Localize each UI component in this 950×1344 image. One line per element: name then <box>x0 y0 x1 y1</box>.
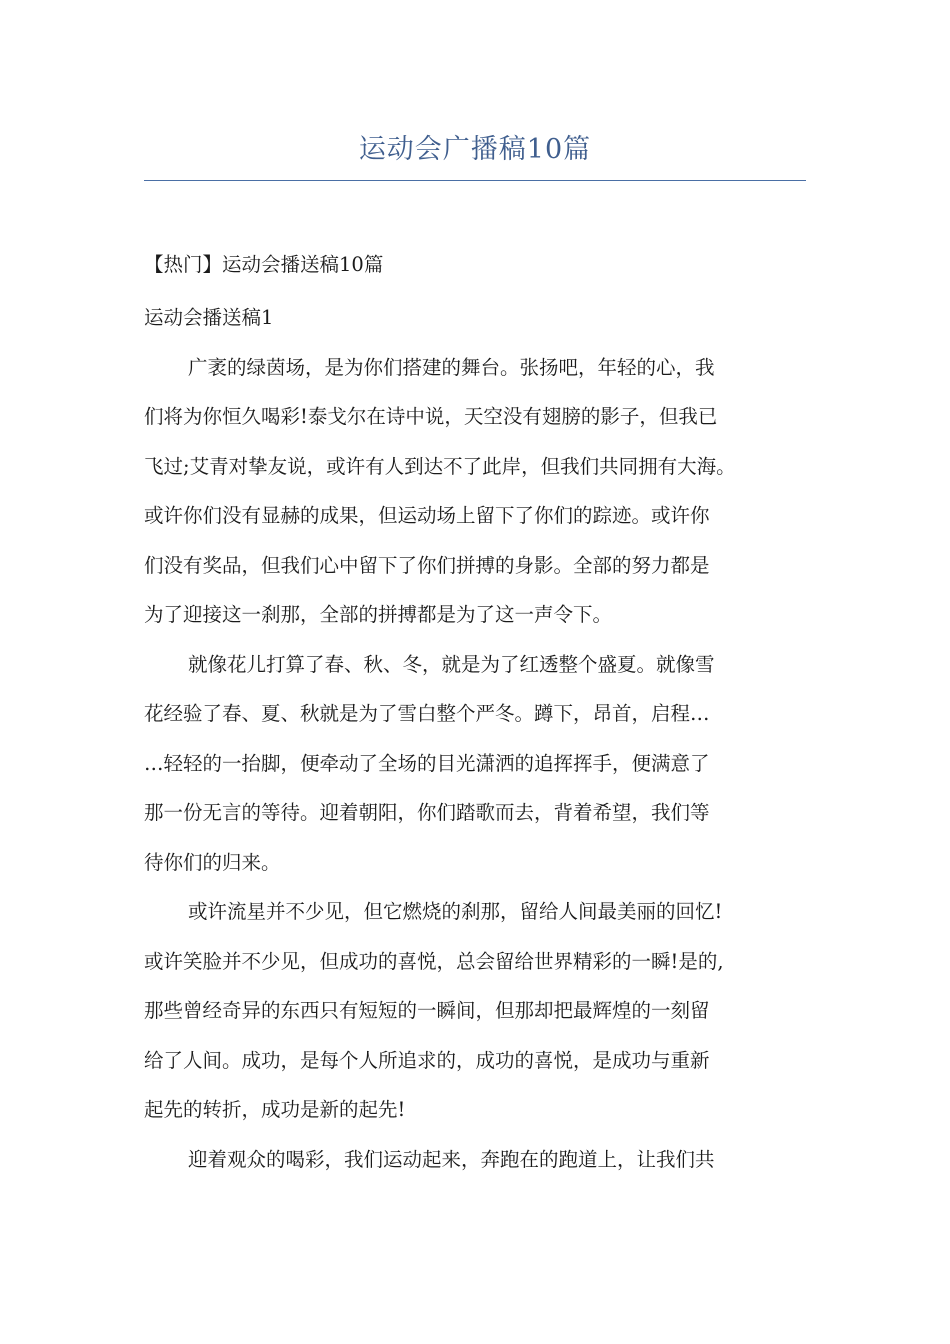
paragraph-line: 们没有奖品，但我们心中留下了你们拼搏的身影。全部的努力都是 <box>144 553 710 577</box>
section-heading: 运动会播送稿1 <box>144 306 274 329</box>
document-body <box>144 240 816 1184</box>
paragraph-3 <box>144 887 816 1135</box>
paragraph-line: 那一份无言的等待。迎着朝阳，你们踏歌而去，背着希望，我们等 <box>144 801 710 824</box>
paragraph-line: 给了人间。成功，是每个人所追求的，成功的喜悦，是成功与重新 <box>144 1048 710 1072</box>
paragraph-line: 那些曾经奇异的东西只有短短的一瞬间，但那却把最辉煌的一刻留 <box>144 999 710 1022</box>
paragraph-line: 花经验了春、夏、秋就是为了雪白整个严冬。蹲下，昂首，启程… <box>144 702 710 725</box>
title-divider <box>144 180 806 181</box>
document-subtitle: 【热门】运动会播送稿10篇 <box>144 253 384 276</box>
paragraph-4 <box>144 1135 816 1185</box>
paragraph-line: 就像花儿打算了春、秋、冬，就是为了红透整个盛夏。就像雪 <box>188 652 715 676</box>
paragraph-1 <box>144 343 816 640</box>
paragraph-2 <box>144 640 816 888</box>
paragraph-line: 飞过;艾青对挚友说，或许有人到达不了此岸，但我们共同拥有大海。 <box>144 454 736 478</box>
paragraph-line: 广袤的绿茵场，是为你们搭建的舞台。张扬吧，年轻的心，我 <box>188 355 715 379</box>
paragraph-line: 待你们的归来。 <box>144 850 281 874</box>
paragraph-line: 迎着观众的喝彩，我们运动起来，奔跑在的跑道上，让我们共 <box>188 1147 715 1171</box>
paragraph-line: …轻轻的一抬脚，便牵动了全场的目光潇洒的追挥挥手，便满意了 <box>144 751 710 775</box>
paragraph-line: 们将为你恒久喝彩!泰戈尔在诗中说，天空没有翅膀的影子，但我已 <box>144 405 718 428</box>
paragraph-line: 或许流星并不少见，但它燃烧的刹那，留给人间最美丽的回忆! <box>188 900 723 923</box>
document-title: 运动会广播稿10篇 <box>358 134 592 165</box>
paragraph-line: 或许你们没有显赫的成果，但运动场上留下了你们的踪迹。或许你 <box>144 504 710 527</box>
paragraph-line: 为了迎接这一刹那，全部的拼搏都是为了这一声令下。 <box>144 603 613 626</box>
paragraph-line: 起先的转折，成功是新的起先! <box>144 1098 406 1121</box>
paragraph-line: 或许笑脸并不少见，但成功的喜悦，总会留给世界精彩的一瞬!是的, <box>144 949 724 973</box>
